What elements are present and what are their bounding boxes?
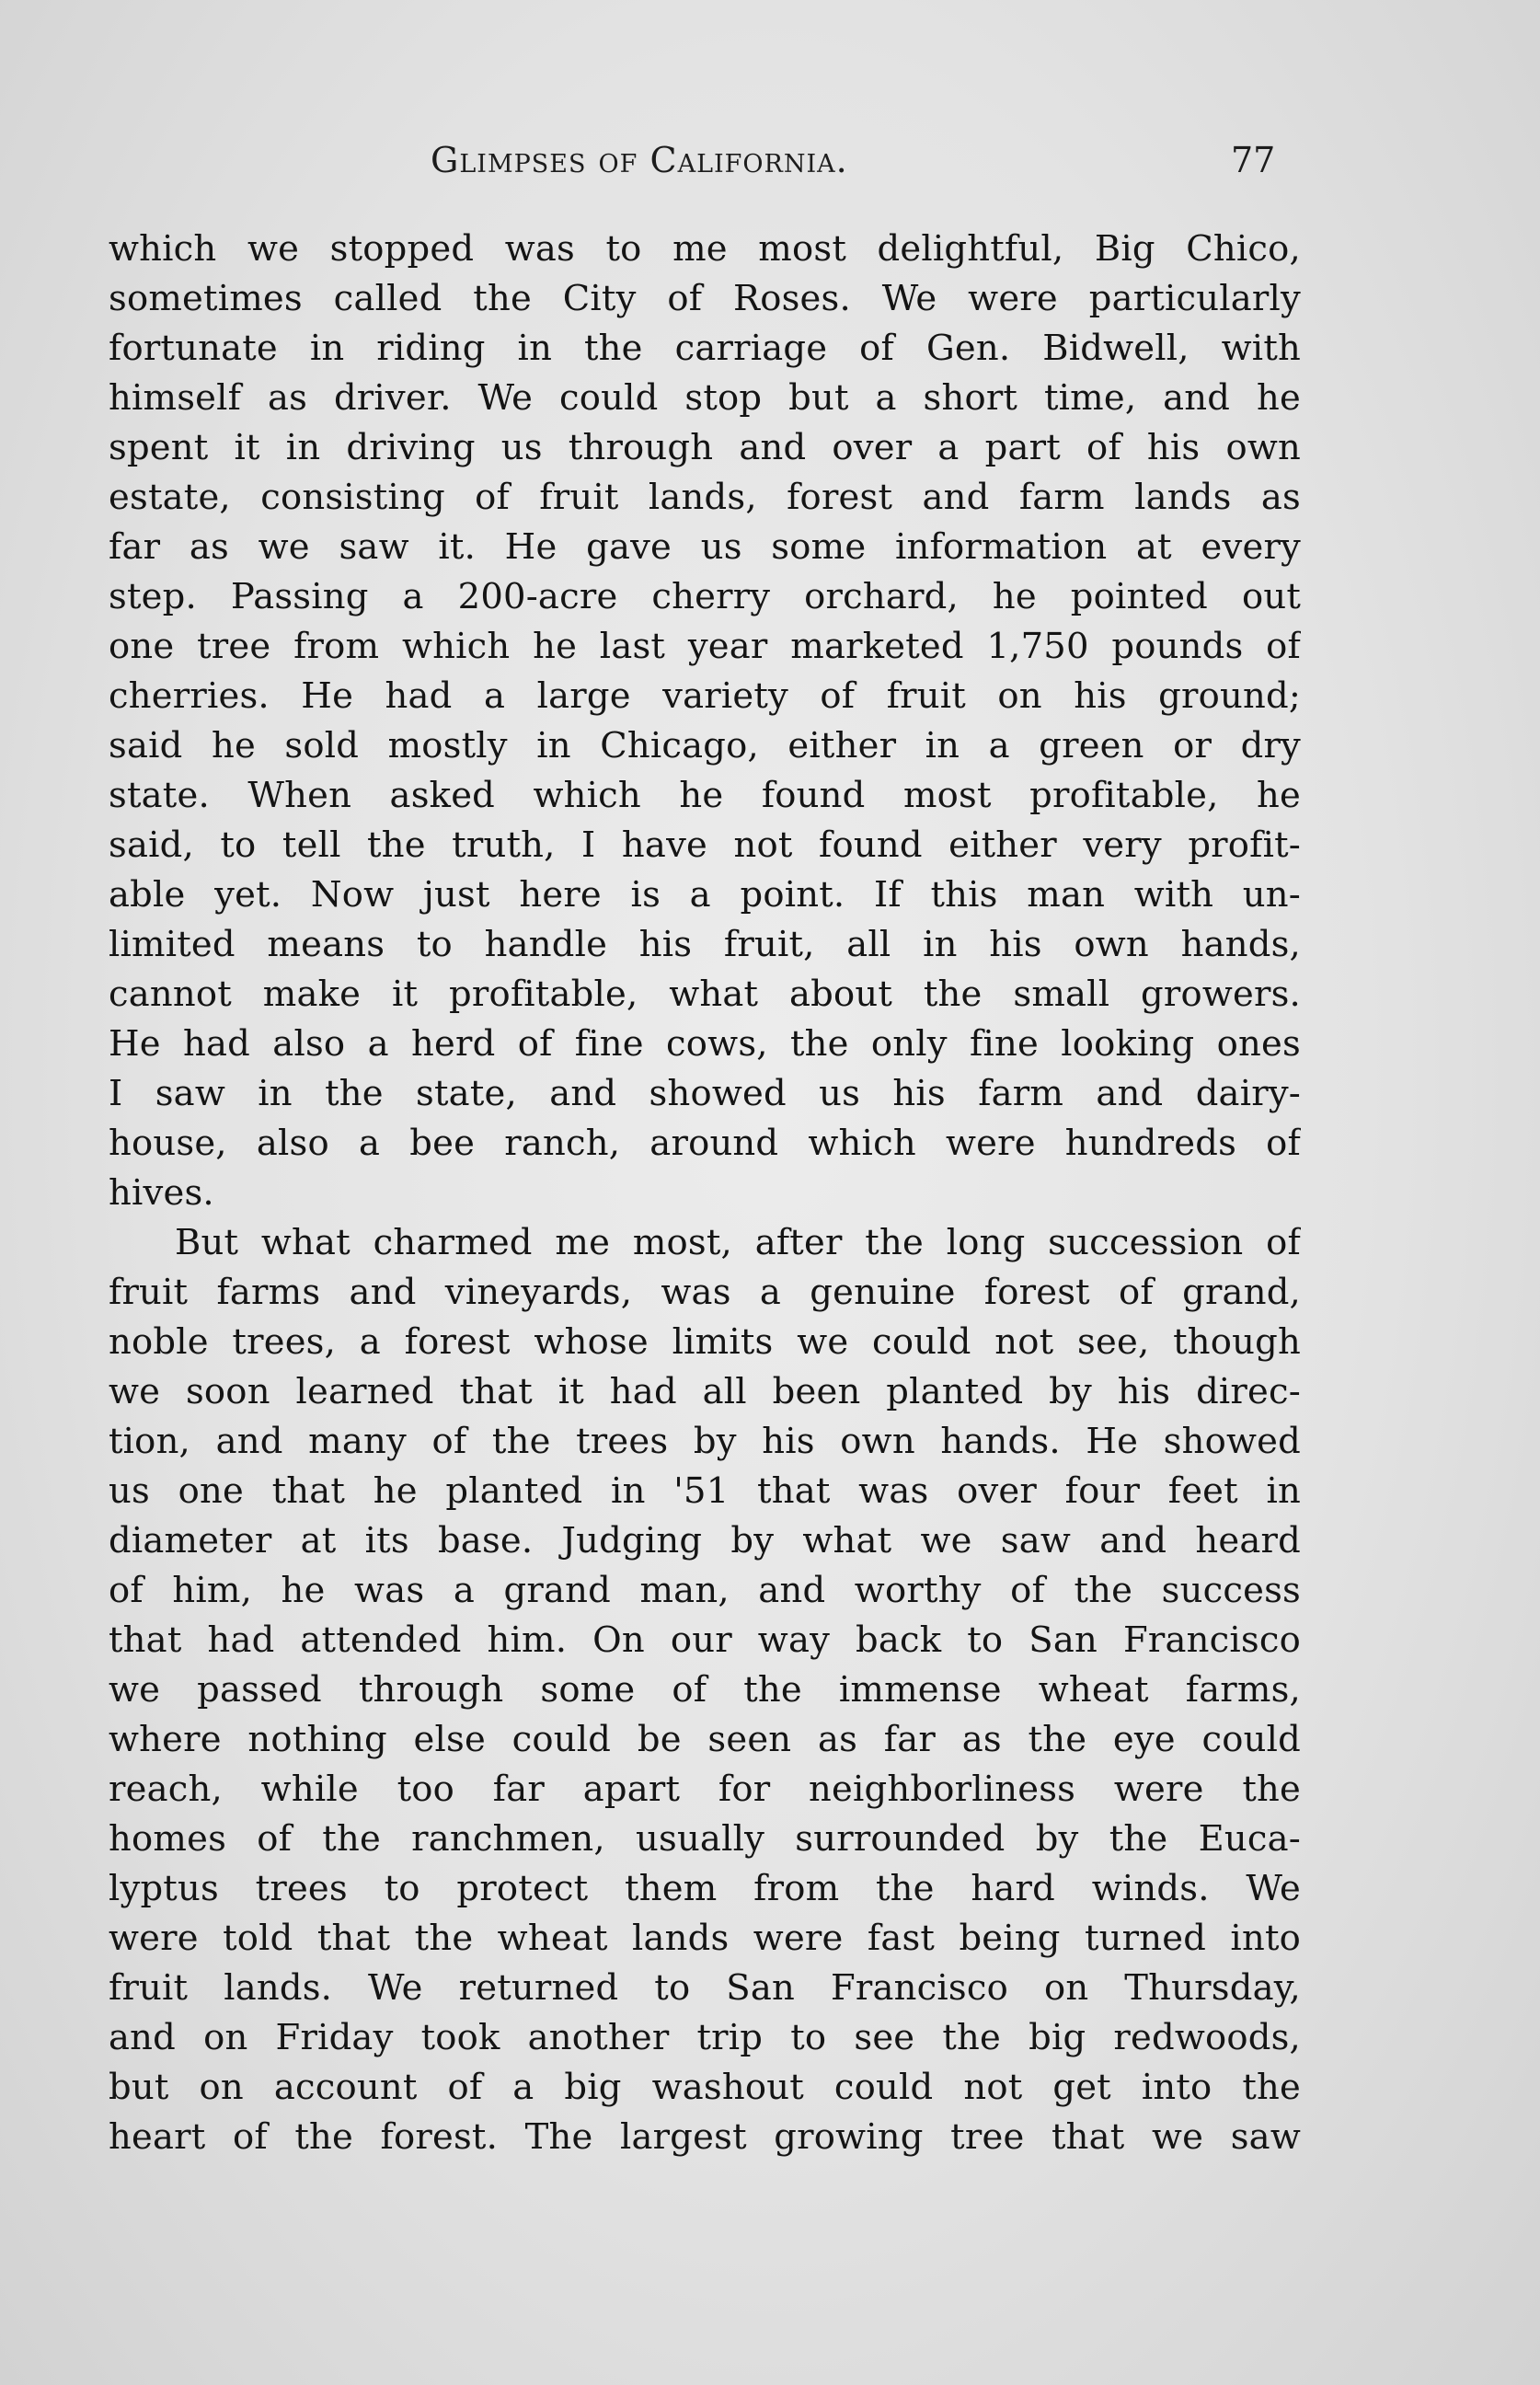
text-line: we soon learned that it had all been planted by his direc-	[109, 1371, 1301, 1412]
body-text	[109, 225, 1301, 2162]
running-title: Glimpses of California.	[431, 140, 848, 180]
text-line: fruit farms and vineyards, was a genuine forest of grand,	[109, 1272, 1301, 1313]
text-line: heart of the forest. The largest growing tree that we saw	[109, 2116, 1301, 2158]
text-line: we passed through some of the immense wheat farms,	[109, 1669, 1301, 1711]
text-line: and on Friday took another trip to see the big redwoods,	[109, 2017, 1301, 2058]
text-line: house, also a bee ranch, around which were hundreds of	[109, 1123, 1301, 1164]
text-line: limited means to handle his fruit, all in his own hands,	[109, 924, 1301, 965]
text-line: himself as driver. We could stop but a short time, and he	[109, 377, 1301, 419]
page-header	[0, 140, 1540, 186]
text-line: where nothing else could be seen as far as the eye could	[109, 1719, 1301, 1760]
text-line: able yet. Now just here is a point. If this man with un-	[109, 874, 1301, 916]
text-line: step. Passing a 200-acre cherry orchard, he pointed out	[109, 576, 1301, 617]
text-line: state. When asked which he found most profitable, he	[109, 775, 1301, 816]
text-line: noble trees, a forest whose limits we could not see, though	[109, 1321, 1301, 1363]
text-line: He had also a herd of fine cows, the only fine looking ones	[109, 1023, 1301, 1065]
text-line: spent it in driving us through and over a part of his own	[109, 427, 1301, 468]
page-number: 77	[1231, 140, 1276, 180]
text-line: reach, while too far apart for neighborliness were the	[109, 1769, 1301, 1810]
text-line: fruit lands. We returned to San Francisco on Thursday,	[109, 1967, 1301, 2009]
text-line: were told that the wheat lands were fast being turned into	[109, 1918, 1301, 1959]
text-line: said, to tell the truth, I have not found either very profit-	[109, 824, 1301, 866]
text-line: fortunate in riding in the carriage of Gen. Bidwell, with	[109, 328, 1301, 369]
text-line: cannot make it profitable, what about the small growers.	[109, 974, 1301, 1015]
text-line: estate, consisting of fruit lands, forest and farm lands as	[109, 477, 1301, 518]
paragraph-start-line: But what charmed me most, after the long succession of	[175, 1222, 1301, 1263]
text-line: far as we saw it. He gave us some information at every	[109, 526, 1301, 568]
text-line: diameter at its base. Judging by what we saw and heard	[109, 1520, 1301, 1561]
text-line: cherries. He had a large variety of fruit on his ground;	[109, 675, 1301, 717]
paragraph-end-line: hives.	[109, 1172, 214, 1214]
text-line: one tree from which he last year marketed 1,750 pounds of	[109, 626, 1301, 667]
text-line: that had attended him. On our way back to San Francisco	[109, 1619, 1301, 1661]
text-line: us one that he planted in '51 that was over four feet in	[109, 1470, 1301, 1512]
text-line: but on account of a big washout could not get into the	[109, 2067, 1301, 2108]
text-line: I saw in the state, and showed us his farm and dairy-	[109, 1073, 1301, 1114]
text-line: homes of the ranchmen, usually surrounded by the Euca-	[109, 1818, 1301, 1860]
text-line: said he sold mostly in Chicago, either in a green or dry	[109, 725, 1301, 766]
text-line: lyptus trees to protect them from the hard winds. We	[109, 1868, 1301, 1909]
text-line: of him, he was a grand man, and worthy of the success	[109, 1570, 1301, 1611]
text-line: which we stopped was to me most delightful, Big Chico,	[109, 228, 1301, 270]
text-line: sometimes called the City of Roses. We were particularly	[109, 278, 1301, 319]
text-line: tion, and many of the trees by his own hands. He showed	[109, 1421, 1301, 1462]
